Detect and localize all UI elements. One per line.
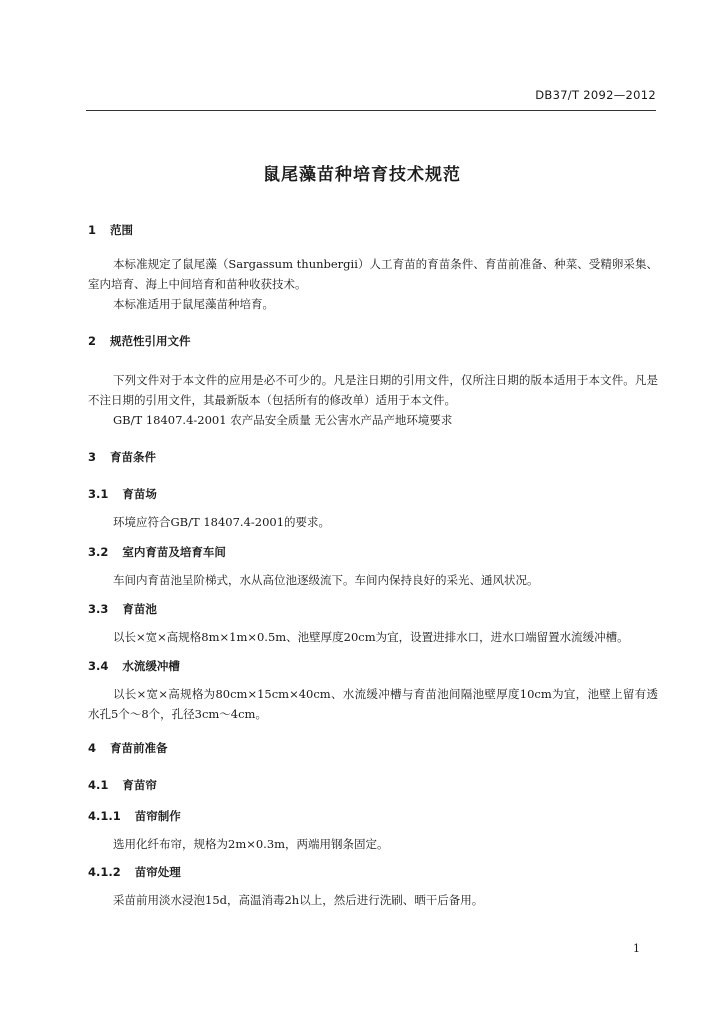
- header-rule: [86, 110, 656, 111]
- section-number: 2: [88, 334, 97, 348]
- section-3-1-heading: [88, 486, 157, 502]
- section-3-4-heading: [88, 658, 180, 674]
- section-1-heading: [88, 222, 133, 238]
- section-2-paragraph-2: GB/T 18407.4-2001 农产品安全质量 无公害水产品产地环境要求: [113, 413, 453, 427]
- section-4-1-1-paragraph: 选用化纤布帘，规格为2m×0.3m，两端用钢条固定。: [113, 837, 389, 851]
- section-title: 育苗场: [122, 487, 157, 501]
- section-3-2-paragraph: 车间内育苗池呈阶梯式，水从高位池逐级流下。车间内保持良好的采光、通风状况。: [113, 573, 539, 587]
- section-4-1-heading: [88, 777, 157, 793]
- section-4-heading: [88, 740, 168, 756]
- section-title: 范围: [110, 223, 134, 237]
- section-title: 育苗池: [122, 602, 157, 616]
- section-3-1-paragraph: 环境应符合GB/T 18407.4-2001的要求。: [113, 515, 331, 529]
- section-number: 3.3: [88, 602, 109, 616]
- section-title: 苗帘处理: [134, 865, 181, 879]
- section-title: 水流缓冲槽: [122, 659, 180, 673]
- section-2-heading: [88, 333, 191, 349]
- section-number: 3.1: [88, 487, 109, 501]
- section-number: 1: [88, 223, 97, 237]
- section-number: 4: [88, 741, 97, 755]
- section-3-2-heading: [88, 544, 226, 560]
- section-4-1-1-heading: [88, 808, 181, 824]
- section-4-1-2-paragraph: 采苗前用淡水浸泡15d，高温消毒2h以上，然后进行洗刷、晒干后备用。: [113, 893, 484, 907]
- section-4-1-2-heading: [88, 864, 181, 880]
- document-title: 鼠尾藻苗种培育技术规范: [263, 165, 461, 185]
- section-title: 室内育苗及培育车间: [122, 545, 226, 559]
- section-3-3-heading: [88, 601, 157, 617]
- section-title: 育苗帘: [122, 778, 157, 792]
- section-1-paragraph-2: 本标准适用于鼠尾藻苗种培育。: [113, 297, 274, 311]
- section-1-paragraph-1: 本标准规定了鼠尾藻（Sargassum thunbergii）人工育苗的育苗条件、育苗前准备、种菜、受精卵采集、室内培育、海上中间培育和苗种收获技术。: [88, 257, 658, 291]
- section-number: 3: [88, 450, 97, 464]
- section-3-4-paragraph: 以长×宽×高规格为80cm×15cm×40cm、水流缓冲槽与育苗池间隔池壁厚度10cm为宜，池壁上留有透水孔5个～8个，孔径3cm～4cm。: [88, 687, 658, 721]
- section-number: 4.1: [88, 778, 109, 792]
- section-number: 3.4: [88, 659, 109, 673]
- section-title: 苗帘制作: [134, 809, 181, 823]
- section-number: 4.1.2: [88, 865, 121, 879]
- section-3-heading: [88, 449, 156, 465]
- section-2-paragraph-1: 下列文件对于本文件的应用是必不可少的。凡是注日期的引用文件，仅所注日期的版本适用于本文件。凡是不注日期的引用文件，其最新版本（包括所有的修改单）适用于本文件。: [88, 373, 658, 407]
- section-number: 3.2: [88, 545, 109, 559]
- section-3-3-paragraph: 以长×宽×高规格8m×1m×0.5m、池壁厚度20cm为宜，设置进排水口，进水口端留置水流缓冲槽。: [113, 630, 629, 644]
- section-title: 规范性引用文件: [110, 334, 191, 348]
- section-number: 4.1.1: [88, 809, 121, 823]
- page-number: 1: [633, 942, 640, 955]
- section-title: 育苗条件: [110, 450, 157, 464]
- document-code: DB37/T 2092—2012: [535, 88, 656, 102]
- section-title: 育苗前准备: [110, 741, 168, 755]
